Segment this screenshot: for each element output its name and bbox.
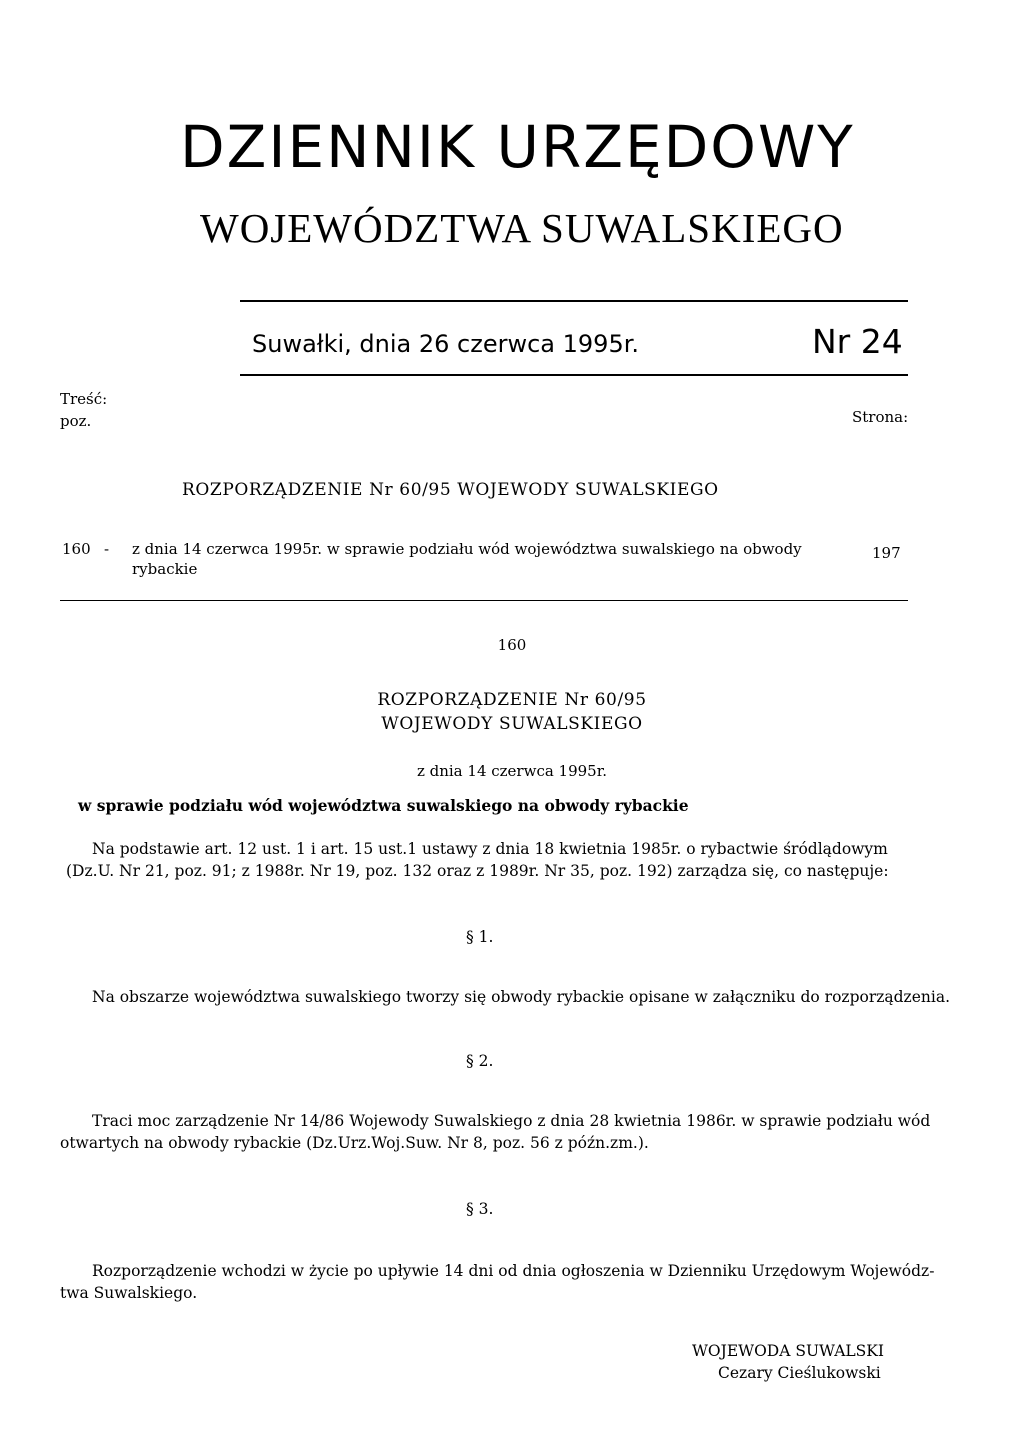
section-2-label: § 2. xyxy=(466,1052,494,1070)
act-subject: w sprawie podziału wód województwa suwalskiego na obwody rybackie xyxy=(78,796,689,815)
section-3-text-line1: Rozporządzenie wchodzi w życie po upływie 14 dni od dnia ogłoszenia w Dzienniku Urzędowym Wojewódz- xyxy=(92,1262,935,1280)
header-rule-bottom xyxy=(240,374,908,376)
preamble-line2: (Dz.U. Nr 21, poz. 91; z 1988r. Nr 19, poz. 132 oraz z 1989r. Nr 35, poz. 192) zarządza się, co następuje: xyxy=(66,862,889,880)
section-2-text-line1: Traci moc zarządzenie Nr 14/86 Wojewody Suwalskiego z dnia 28 kwietnia 1986r. w sprawie podziału wód xyxy=(92,1112,931,1130)
act-title-line2: WOJEWODY SUWALSKIEGO xyxy=(381,714,643,734)
section-1-text: Na obszarze województwa suwalskiego tworzy się obwody rybackie opisane w załączniku do rozporządzenia. xyxy=(92,988,951,1006)
toc-item-label: poz. xyxy=(60,412,92,430)
toc-rule xyxy=(60,600,908,601)
section-3-text-line2: twa Suwalskiego. xyxy=(60,1284,198,1302)
toc-entry-dash: - xyxy=(104,540,110,558)
masthead-title: DZIENNIK URZĘDOWY xyxy=(180,113,855,181)
act-number: 160 xyxy=(497,636,527,654)
toc-entry-page: 197 xyxy=(872,544,901,562)
toc-entry-line2: rybackie xyxy=(132,560,198,578)
preamble-line1: Na podstawie art. 12 ust. 1 i art. 15 ust.1 ustawy z dnia 18 kwietnia 1985r. o rybactwie śródlądowym xyxy=(92,840,888,858)
signature-name: Cezary Cieślukowski xyxy=(718,1364,881,1382)
section-1-label: § 1. xyxy=(466,928,494,946)
signature-title: WOJEWODA SUWALSKI xyxy=(692,1342,885,1360)
toc-section-title: ROZPORZĄDZENIE Nr 60/95 WOJEWODY SUWALSKIEGO xyxy=(182,480,719,500)
section-2-text-line2: otwartych na obwody rybackie (Dz.Urz.Woj.Suw. Nr 8, poz. 56 z późn.zm.). xyxy=(60,1134,649,1152)
issue-place-date: Suwałki, dnia 26 czerwca 1995r. xyxy=(252,330,639,358)
issue-number: Nr 24 xyxy=(812,322,903,361)
toc-entry-position: 160 xyxy=(62,540,91,558)
masthead-subtitle: WOJEWÓDZTWA SUWALSKIEGO xyxy=(200,205,844,251)
header-rule-top xyxy=(240,300,908,302)
act-title-line1: ROZPORZĄDZENIE Nr 60/95 xyxy=(377,690,647,710)
toc-page-label: Strona: xyxy=(852,408,909,426)
section-3-label: § 3. xyxy=(466,1200,494,1218)
act-date: z dnia 14 czerwca 1995r. xyxy=(416,762,608,780)
toc-entry-line1: z dnia 14 czerwca 1995r. w sprawie podziału wód województwa suwalskiego na obwody xyxy=(132,540,802,558)
toc-content-label: Treść: xyxy=(60,390,108,408)
